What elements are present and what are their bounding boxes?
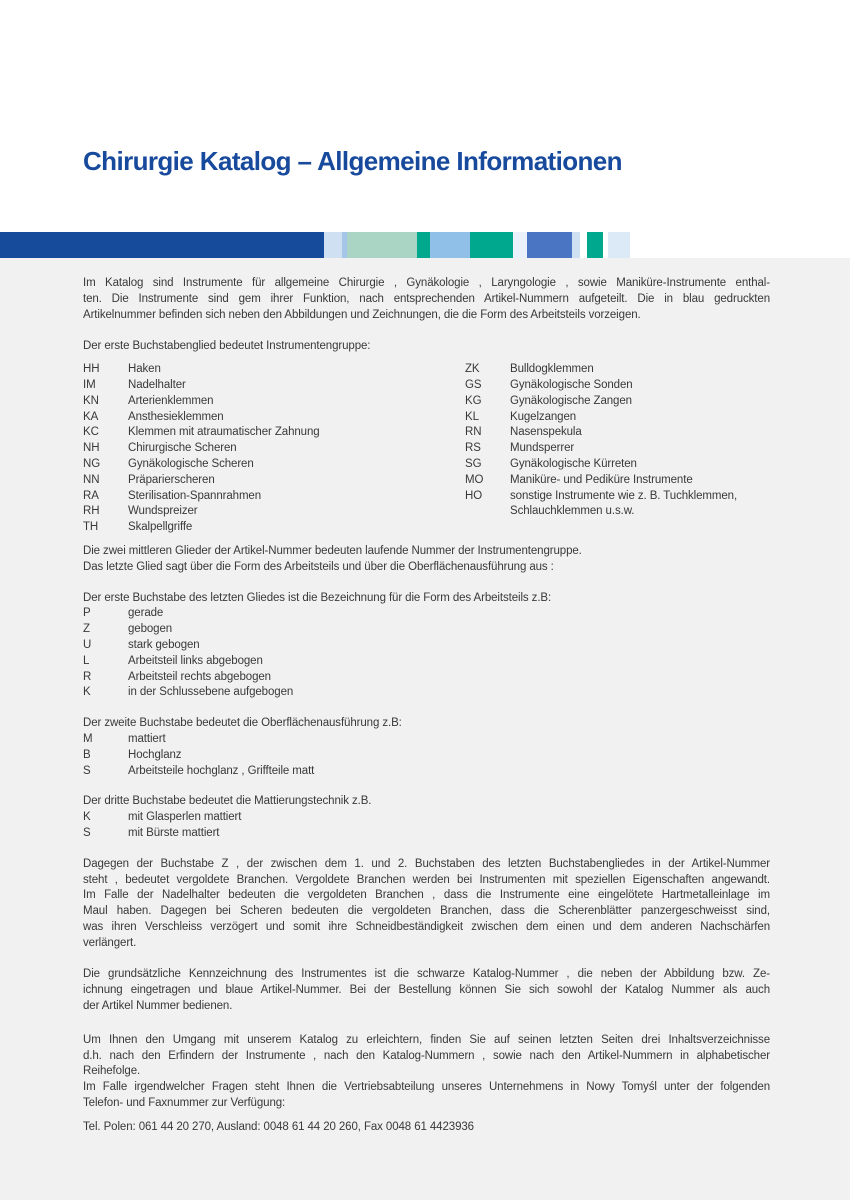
text-line: ichnung eingetragen und blaue Artikel-Nummer. Bei der Bestellung können Sie sich sowohl der Katalog Nummer als auch (83, 984, 770, 997)
code-row (83, 748, 770, 764)
text-line: Telefon- und Faxnummer zur Verfügung: (83, 1097, 286, 1110)
text-line: d.h. nach den Erfindern der Instrumente , nach den Katalog-Nummern , sowie nach den Artikel-Nummern in alphabetischer (83, 1049, 770, 1062)
instrument-groups-table (83, 362, 770, 536)
label-cell: Skalpellgriffe (128, 521, 193, 534)
text-line: steht , bedeutet vergoldete Branchen. Vergoldete Branchen werden bei Instrumenten mit speziellen Eigenschaften angewandt. (83, 873, 770, 886)
code-row (83, 810, 770, 826)
code-row (83, 504, 465, 520)
code-row (465, 410, 770, 426)
code-cell: RN (465, 426, 482, 439)
contact-info-paragraph (83, 1080, 770, 1112)
text-line: Im Falle der Nadelhalter bedeuten die vergoldeten Branchen , dass die Instrumente eine eingelötete Hartmetalleinlage im (83, 889, 770, 902)
instrument-groups-left-column (83, 362, 465, 536)
text-line: Im Falle irgendwelcher Fragen steht Ihnen die Vertriebsabteilung unseres Unternehmens in Nowy Tomyśl unter der folgenden (83, 1081, 770, 1094)
label-cell: Maniküre- und Pediküre Instrumente (510, 473, 693, 486)
code-row (83, 654, 770, 670)
code-row (465, 457, 770, 473)
code-cell: IM (83, 378, 96, 391)
bar-segment (0, 232, 324, 258)
code-cell: L (83, 654, 90, 667)
text-line: Um Ihnen den Umgang mit unserem Katalog zu erleichtern, finden Sie auf seinen letzten Seiten drei Inhaltsverzeichnisse (83, 1033, 770, 1046)
code-row (83, 622, 770, 638)
code-cell: NN (83, 473, 100, 486)
code-row (465, 504, 770, 520)
code-cell: HH (83, 363, 100, 376)
code-cell: M (83, 732, 93, 745)
bar-segment (430, 232, 470, 258)
label-cell: Arbeitsteil rechts abgebogen (128, 670, 271, 683)
matting-code-heading: Der dritte Buchstabe bedeutet die Mattierungstechnik z.B. (83, 795, 372, 808)
label-cell: in der Schlussebene aufgebogen (128, 686, 294, 699)
label-cell: Gynäkologische Kürreten (510, 457, 637, 470)
code-cell: KG (465, 394, 482, 407)
code-cell: KN (83, 394, 99, 407)
bar-segment (587, 232, 603, 258)
code-cell: K (83, 686, 91, 699)
code-cell: KC (83, 426, 99, 439)
bar-segment (417, 232, 430, 258)
bar-segment (347, 232, 417, 258)
code-cell: S (83, 826, 91, 839)
phone-fax-line: Tel. Polen: 061 44 20 270, Ausland: 0048 61 44 20 260, Fax 0048 61 4423936 (83, 1120, 474, 1133)
code-cell: HO (465, 489, 483, 502)
label-cell: Haken (128, 363, 161, 376)
code-cell: Z (83, 623, 90, 636)
label-cell: Arbeitsteil links abgebogen (128, 654, 263, 667)
code-cell: RH (83, 505, 100, 518)
label-cell: Arterienklemmen (128, 394, 214, 407)
text-line: Das letzte Glied sagt über die Form des Arbeitsteils und über die Oberflächenausführung aus : (83, 560, 554, 573)
label-cell: Mundsperrer (510, 442, 575, 455)
label-cell: gebogen (128, 623, 173, 636)
code-row (83, 520, 465, 536)
code-row (83, 638, 770, 654)
label-cell: mattiert (128, 732, 166, 745)
code-cell: KA (83, 410, 99, 423)
code-cell: KL (465, 410, 479, 423)
code-row (83, 457, 465, 473)
text-line: Im Katalog sind Instrumente für allgemeine Chirurgie , Gynäkologie , Laryngologie , sowie Maniküre-Instrumente enthal- (83, 277, 770, 289)
label-cell: Nasenspekula (510, 426, 582, 439)
page-title: Chirurgie Katalog – Allgemeine Informationen (83, 146, 622, 176)
bar-segment (527, 232, 572, 258)
label-cell: Wundspreizer (128, 505, 198, 518)
bar-segment (580, 232, 587, 258)
code-cell: TH (83, 521, 99, 534)
surface-code-section (83, 716, 770, 779)
code-row (83, 378, 465, 394)
label-cell: Klemmen mit atraumatischer Zahnung (128, 426, 320, 439)
label-cell: Kugelzangen (510, 410, 577, 423)
label-cell: Schlauchklemmen u.s.w. (510, 505, 635, 518)
catalog-numbering-paragraph (83, 967, 770, 1014)
label-cell: Gynäkologische Zangen (510, 394, 632, 407)
text-line: Artikelnummer befinden sich neben den Abbildungen und Zeichnungen, die die Form des Arbeitsteils vorzeigen. (83, 308, 641, 321)
code-cell: NG (83, 457, 101, 470)
code-row (465, 489, 770, 505)
form-code-section (83, 591, 770, 702)
code-row (465, 425, 770, 441)
text-line: was ihren Verschleiss verzögert und somit ihre Schneidbeständigkeit zwischen dem einen und dem anderen Nachschärfen (83, 920, 770, 933)
code-cell: RS (465, 442, 481, 455)
code-row (83, 732, 770, 748)
surface-code-list (83, 732, 770, 779)
gilded-branches-paragraph (83, 857, 770, 952)
label-cell: gerade (128, 607, 164, 620)
label-cell: Ansthesieklemmen (128, 410, 224, 423)
code-row (83, 489, 465, 505)
code-row (465, 362, 770, 378)
index-info-paragraph (83, 1033, 770, 1080)
bar-segment (572, 232, 580, 258)
code-row (83, 410, 465, 426)
text-line: verlängert. (83, 936, 137, 949)
text-line: Maul haben. Dagegen bei Scheren bedeuten die vergoldeten Branchen, dass die Scherenblätter panzergeschweisst sind, (83, 905, 770, 918)
label-cell: sonstige Instrumente wie z. B. Tuchklemmen, (510, 489, 738, 502)
content-area (83, 258, 770, 1136)
code-row (83, 606, 770, 622)
code-row (83, 441, 465, 457)
text-line: Dagegen der Buchstabe Z , der zwischen dem 1. und 2. Buchstaben des letzten Buchstabengliedes in der Artikel-Nummer (83, 857, 770, 870)
code-cell: GS (465, 378, 482, 391)
groups-heading: Der erste Buchstabenglied bedeutet Instrumentengruppe: (83, 340, 371, 353)
code-row (465, 473, 770, 489)
code-row (83, 362, 465, 378)
text-line: Reihefolge. (83, 1065, 141, 1078)
text-line: Die zwei mittleren Glieder der Artikel-Nummer bedeuten laufende Nummer der Instrumentengruppe. (83, 544, 582, 557)
text-line: Die grundsätzliche Kennzeichnung des Instrumentes ist die schwarze Katalog-Nummer , die neben der Abbildung bzw. Ze- (83, 968, 770, 981)
code-row (83, 670, 770, 686)
code-cell: RA (83, 489, 99, 502)
code-cell: R (83, 670, 92, 683)
intro-paragraph (83, 276, 770, 323)
matting-code-section (83, 794, 770, 841)
label-cell: Gynäkologische Sonden (510, 378, 633, 391)
code-row (83, 473, 465, 489)
form-code-heading: Der erste Buchstabe des letzten Gliedes ist die Bezeichnung für die Form des Arbeitsteils z.B: (83, 591, 552, 604)
label-cell: mit Bürste mattiert (128, 826, 220, 839)
code-cell: S (83, 764, 91, 777)
bar-segment (324, 232, 342, 258)
code-cell: NH (83, 442, 100, 455)
code-cell: B (83, 748, 91, 761)
label-cell: Präparierscheren (128, 473, 215, 486)
code-cell: MO (465, 473, 484, 486)
matting-code-list (83, 810, 770, 842)
code-cell: U (83, 638, 92, 651)
article-number-note (83, 544, 770, 576)
code-row (465, 378, 770, 394)
text-line: ten. Die Instrumente sind gem ihrer Funktion, nach entsprechenden Artikel-Nummern aufgeteilt. Die in blau gedruckten (83, 292, 770, 305)
instrument-groups-right-column (465, 362, 770, 536)
label-cell: Chirurgische Scheren (128, 442, 237, 455)
label-cell: Arbeitsteile hochglanz , Griffteile matt (128, 764, 315, 777)
label-cell: Bulldogklemmen (510, 363, 594, 376)
surface-code-heading: Der zweite Buchstabe bedeutet die Oberflächenausführung z.B: (83, 717, 402, 730)
code-row (465, 394, 770, 410)
form-code-list (83, 606, 770, 701)
bar-segment (513, 232, 527, 258)
code-row (83, 826, 770, 842)
label-cell: mit Glasperlen mattiert (128, 811, 242, 824)
text-line: der Artikel Nummer bedienen. (83, 1000, 233, 1013)
label-cell: Gynäkologische Scheren (128, 457, 254, 470)
code-cell: P (83, 607, 91, 620)
code-row (83, 685, 770, 701)
code-cell (465, 504, 510, 520)
code-cell: K (83, 811, 91, 824)
code-cell: SG (465, 457, 482, 470)
code-row (83, 425, 465, 441)
bar-segment (470, 232, 513, 258)
label-cell: Hochglanz (128, 748, 182, 761)
label-cell: stark gebogen (128, 638, 200, 651)
code-row (83, 394, 465, 410)
bar-segment (608, 232, 630, 258)
label-cell: Nadelhalter (128, 378, 186, 391)
code-row (465, 441, 770, 457)
code-cell: ZK (465, 363, 480, 376)
code-row (83, 764, 770, 780)
label-cell: Sterilisation-Spannrahmen (128, 489, 262, 502)
decorative-color-bar (0, 232, 630, 258)
